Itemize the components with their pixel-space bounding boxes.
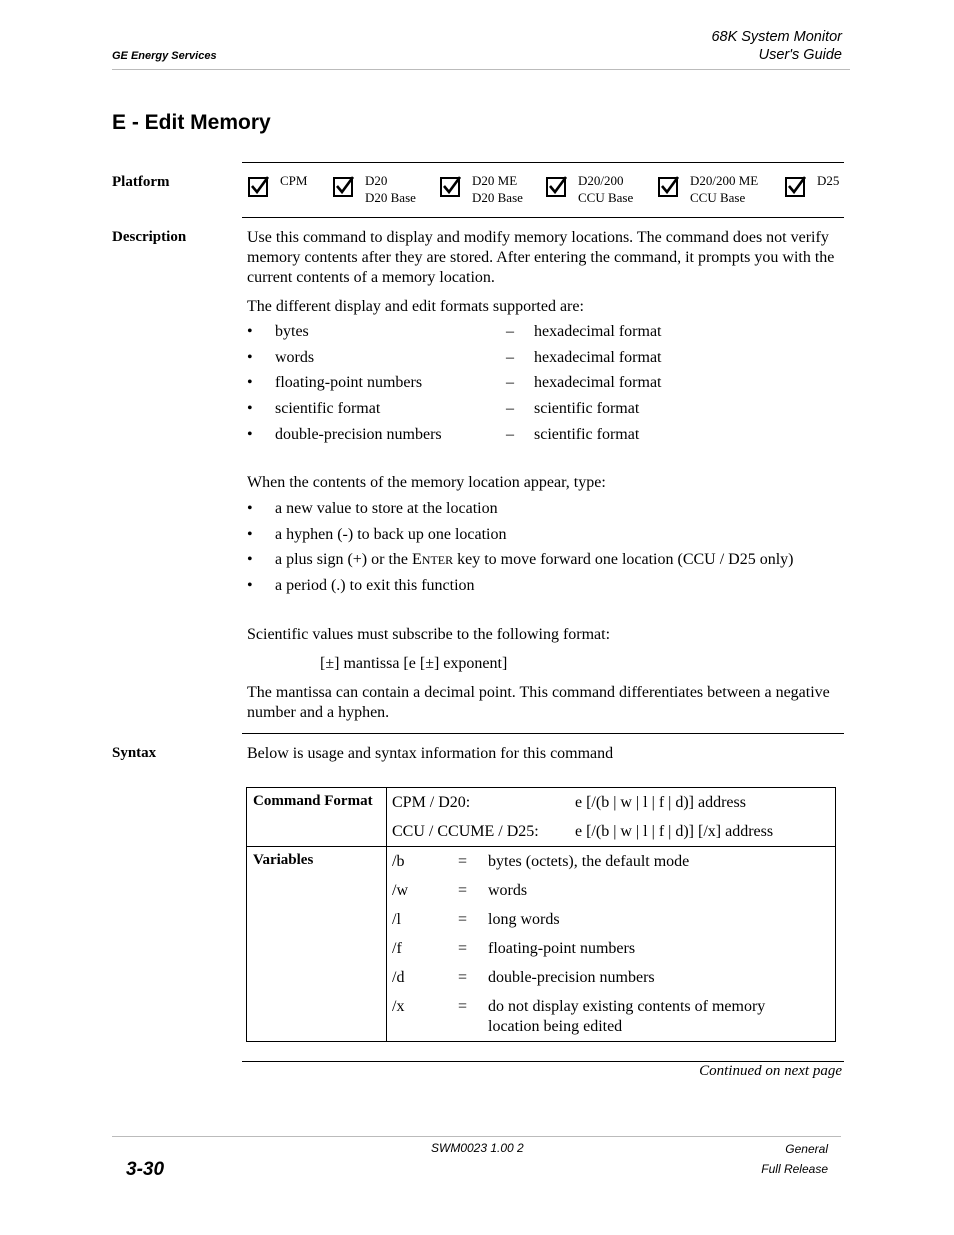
release-status: [761, 1139, 828, 1179]
dash-icon: –: [506, 426, 514, 443]
checkbox-checked-icon: [785, 176, 806, 197]
document-title: [711, 28, 842, 64]
variable-equals: =: [458, 911, 468, 928]
dash-icon: –: [506, 374, 514, 391]
format-item: words: [275, 349, 315, 366]
company-name: GE Energy Services: [112, 50, 217, 62]
variable-description: words: [488, 882, 528, 899]
bullet-icon: •: [247, 577, 253, 594]
variable-key: /b: [392, 853, 405, 870]
platform-item-line2: D20 Base: [365, 190, 416, 205]
enter-key-name: [412, 551, 453, 568]
variable-key: /d: [392, 969, 405, 986]
platform-item-line1: D20/200: [578, 173, 624, 188]
format-item: double-precision numbers: [275, 426, 442, 443]
command-format-syntax: e [/(b | w | l | f | d)] [/x] address: [575, 823, 774, 840]
command-format-syntax: e [/(b | w | l | f | d)] address: [575, 794, 746, 811]
document-title-line1: 68K System Monitor: [711, 29, 842, 45]
syntax-table: [246, 787, 836, 1042]
syntax-label: Syntax: [112, 745, 157, 761]
release-status-line1: General: [785, 1142, 828, 1156]
format-value: hexadecimal format: [534, 374, 662, 391]
format-item: floating-point numbers: [275, 374, 423, 391]
platform-item-line1: CPM: [280, 173, 308, 188]
document-id: SWM0023 1.00 2: [431, 1141, 524, 1155]
header-divider: [112, 69, 850, 70]
format-value: scientific format: [534, 426, 640, 443]
description-label: Description: [112, 229, 187, 245]
plus-item-pre: a plus sign (+) or the: [275, 551, 412, 568]
variable-key: /l: [392, 911, 401, 928]
bullet-icon: •: [247, 426, 253, 443]
table-column-divider: [386, 788, 387, 1041]
bullet-icon: •: [247, 526, 253, 543]
formats-intro: The different display and edit formats supported are:: [247, 298, 584, 315]
variable-description: floating-point numbers: [488, 940, 636, 957]
platform-bottom-rule: [242, 217, 844, 218]
format-value: hexadecimal format: [534, 349, 662, 366]
platform-item-line1: D20 ME: [472, 173, 518, 188]
checkbox-checked-icon: [546, 176, 567, 197]
table-row-divider: [247, 846, 835, 847]
plus-item-post: key to move forward one location (CCU / D25 only): [453, 551, 794, 568]
release-status-line2: Full Release: [761, 1162, 828, 1176]
continued-note: Continued on next page: [699, 1063, 842, 1079]
scientific-intro: Scientific values must subscribe to the following format:: [247, 626, 611, 643]
format-value: scientific format: [534, 400, 640, 417]
checkbox-checked-icon: [658, 176, 679, 197]
platform-label: Platform: [112, 174, 170, 190]
dash-icon: –: [506, 323, 514, 340]
format-item: scientific format: [275, 400, 381, 417]
variable-description: long words: [488, 911, 560, 928]
variable-description: double-precision numbers: [488, 969, 655, 986]
checkbox-checked-icon: [333, 176, 354, 197]
variable-key: /f: [392, 940, 402, 957]
dash-icon: –: [506, 400, 514, 417]
enter-key-first: E: [412, 551, 422, 568]
checkbox-checked-icon: [440, 176, 461, 197]
checkbox-checked-icon: [248, 176, 269, 197]
variable-equals: =: [458, 940, 468, 957]
variable-key: /w: [392, 882, 408, 899]
platform-item-line2: D20 Base: [472, 190, 523, 205]
description-intro: Use this command to display and modify memory locations. The command does not verify memory contents after they are stored. After entering the command, it prompts you with the current contents of a memory location.: [247, 229, 835, 286]
type-item-text: [275, 550, 794, 570]
bullet-icon: •: [247, 551, 253, 568]
page-number: 3-30: [126, 1159, 165, 1180]
bullet-icon: •: [247, 500, 253, 517]
type-intro: When the contents of the memory location appear, type:: [247, 474, 606, 491]
page-title: E - Edit Memory: [112, 111, 271, 134]
enter-key-rest: NTER: [421, 553, 454, 567]
variable-equals: =: [458, 853, 468, 870]
variable-equals: =: [458, 969, 468, 986]
format-item: bytes: [275, 323, 309, 340]
command-format-platform: CPM / D20:: [392, 794, 471, 811]
variable-equals: =: [458, 998, 468, 1015]
description-bottom-rule: [242, 733, 844, 734]
dash-icon: –: [506, 349, 514, 366]
document-title-line2: User's Guide: [758, 47, 842, 63]
platform-item-line1: D20/200 ME: [690, 173, 759, 188]
bullet-icon: •: [247, 323, 253, 340]
variable-equals: =: [458, 882, 468, 899]
command-format-platform: CCU / CCUME / D25:: [392, 823, 539, 840]
variable-description: bytes (octets), the default mode: [488, 853, 690, 870]
mantissa-note: The mantissa can contain a decimal point. This command differentiates between a negative number and a hyphen.: [247, 684, 830, 721]
scientific-format: [±] mantissa [e [±] exponent]: [320, 655, 508, 672]
platform-item-line2: CCU Base: [578, 190, 634, 205]
platform-item-line1: D25: [817, 173, 840, 188]
command-format-label: Command Format: [253, 793, 373, 809]
bullet-icon: •: [247, 400, 253, 417]
bullet-icon: •: [247, 349, 253, 366]
footer-divider: [112, 1136, 841, 1137]
platform-item-line2: CCU Base: [690, 190, 746, 205]
variable-key: /x: [392, 998, 405, 1015]
syntax-intro: Below is usage and syntax information for this command: [247, 745, 614, 762]
platform-item-line1: D20: [365, 173, 388, 188]
type-item-text: a hyphen (-) to back up one location: [275, 526, 507, 543]
format-value: hexadecimal format: [534, 323, 662, 340]
syntax-bottom-rule: [242, 1061, 844, 1062]
type-item-text: a period (.) to exit this function: [275, 577, 475, 594]
type-item-text: a new value to store at the location: [275, 500, 498, 517]
bullet-icon: •: [247, 374, 253, 391]
variable-description: do not display existing contents of memory location being edited: [488, 998, 766, 1035]
variables-label: Variables: [253, 852, 314, 868]
platform-top-rule: [242, 162, 844, 163]
